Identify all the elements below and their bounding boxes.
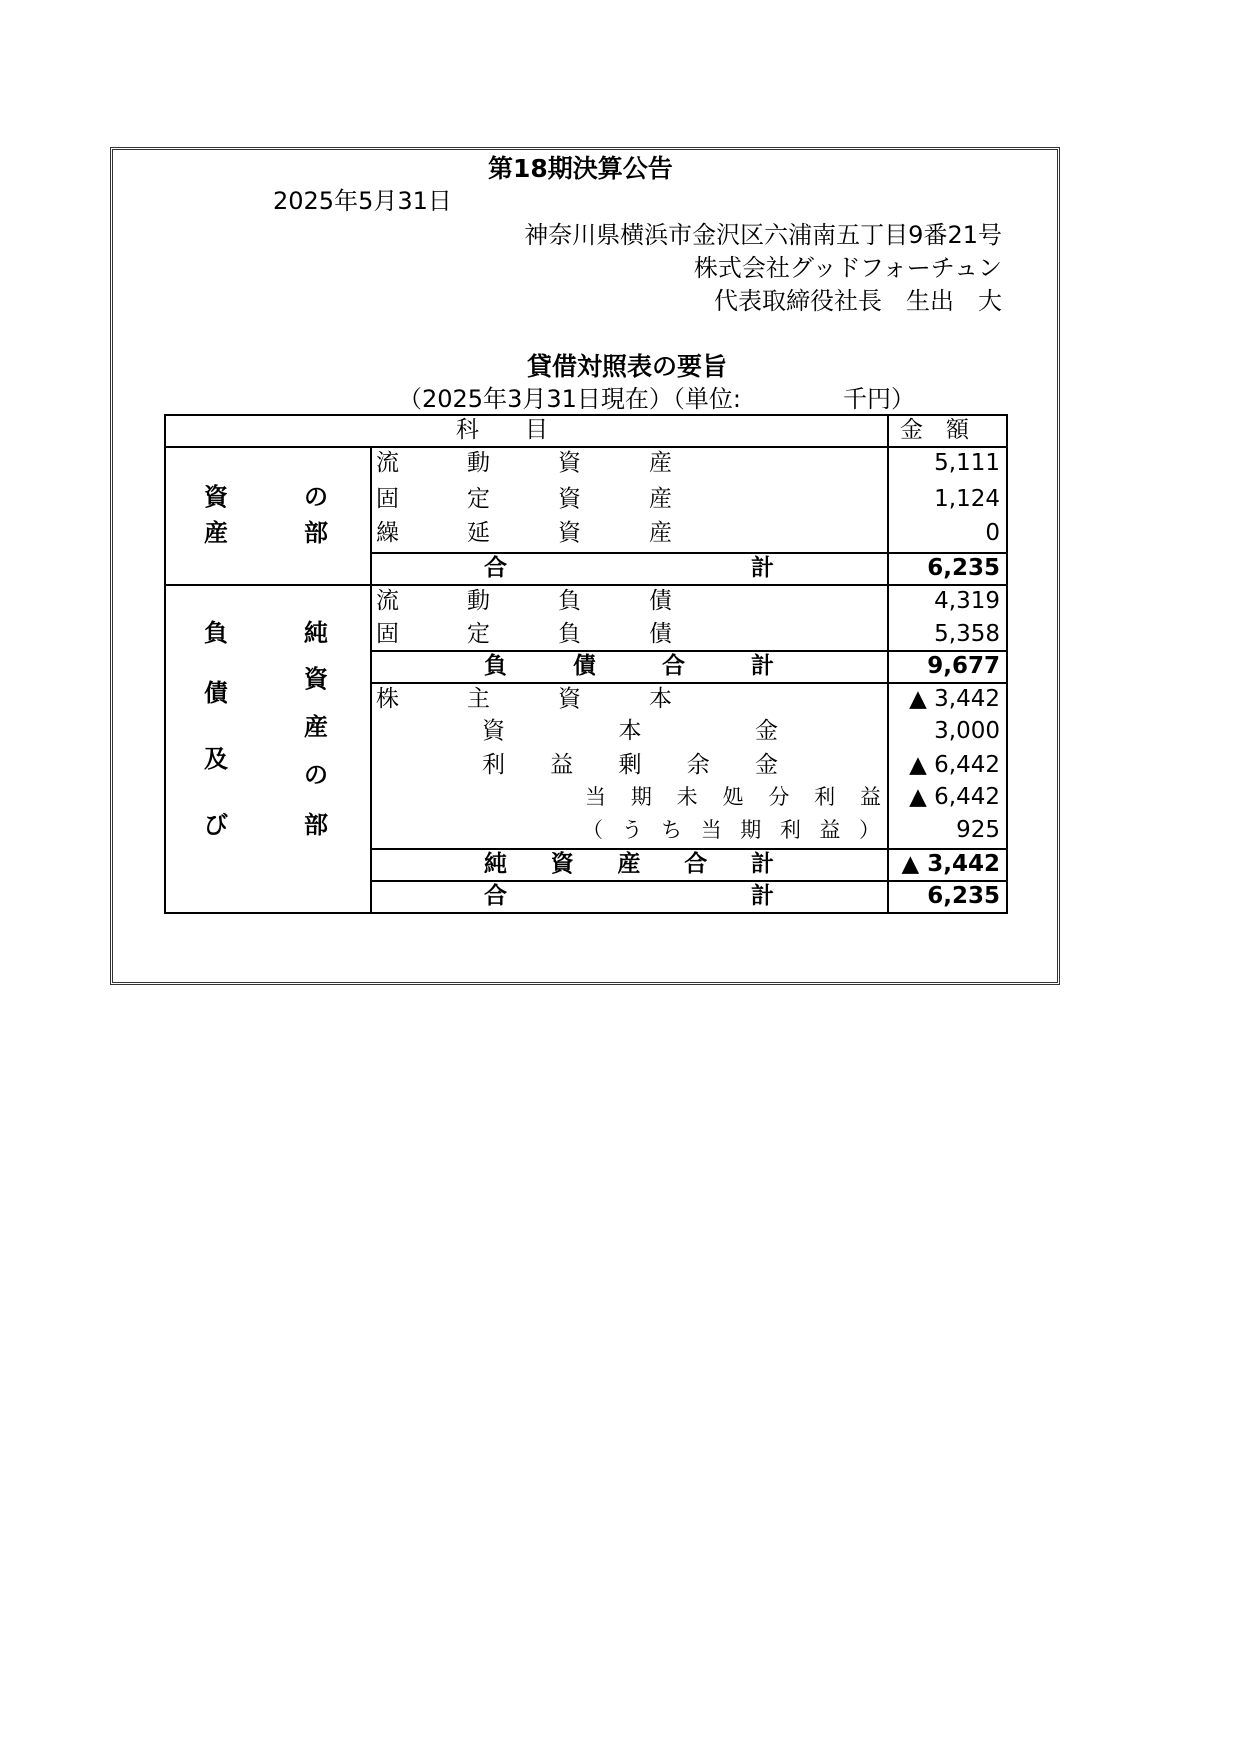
net-assets-total-value: ▲ 3,442 [901,851,1000,877]
liabilities-total-label: 負 債 合 計 [484,653,774,679]
assets-group-label-4: 部 [304,519,328,547]
company-address: 神奈川県横浜市金沢区六浦南五丁目9番21号 [524,221,1002,249]
net-group-label-4: の [304,761,328,789]
net-income-label: （ う ち 当 期 利 益 ） [582,818,880,842]
fixed-liabilities-value: 5,358 [934,621,1000,647]
liab-group-label-2: 債 [204,679,228,707]
current-assets-value: 5,111 [934,450,1000,476]
assets-group-label-2: の [304,483,328,511]
column-header-item [456,415,596,445]
assets-group-label-3: 産 [204,519,228,547]
shareholders-equity-value: ▲ 3,442 [909,686,1000,712]
current-assets-label: 流 動 資 産 [376,450,672,476]
current-liabilities-value: 4,319 [934,588,1000,614]
column-header-item-label: 科 目 [456,417,548,443]
shareholders-equity-label: 株 主 資 本 [376,686,672,712]
unappropriated-profit-value: ▲ 6,442 [909,784,1000,810]
net-group-label-1: 純 [304,619,328,647]
unappropriated-profit-label: 当 期 未 処 分 利 益 [585,785,881,809]
assets-total-value: 6,235 [927,555,1000,581]
assets-group-label-1: 資 [204,483,228,511]
representative: 代表取締役社長 生出 大 [714,287,1002,315]
net-group-label-2: 資 [304,665,328,693]
deferred-assets-value: 0 [985,520,1000,546]
column-header-amount: 金 額 [900,417,969,443]
capital-stock-value: 3,000 [934,718,1000,744]
fixed-assets-label: 固 定 資 産 [376,486,672,512]
grand-total-value: 6,235 [927,883,1000,909]
statement-title: 貸借対照表の要旨 [527,352,728,381]
liab-group-label-1: 負 [204,619,228,647]
statement-as-of: （2025年3月31日現在）（単位: [398,385,741,413]
fixed-assets-value: 1,124 [934,486,1000,512]
retained-earnings-value: ▲ 6,442 [909,752,1000,778]
net-assets-total-label: 純 資 産 合 計 [484,851,774,877]
net-group-label-5: 部 [304,811,328,839]
notice-title: 第18期決算公告 [488,154,673,183]
liab-group-label-3: 及 [204,745,228,773]
fixed-liabilities-label: 固 定 負 債 [376,621,672,647]
deferred-assets-label: 繰 延 資 産 [376,520,672,546]
assets-total-label: 合 計 [484,555,774,581]
net-income-value: 925 [956,817,1000,843]
balance-sheet-table [164,414,1008,914]
liab-group-label-4: び [204,811,228,839]
capital-stock-label: 資 本 金 [482,718,778,744]
net-group-label-3: 産 [304,713,328,741]
retained-earnings-label: 利 益 剰 余 金 [482,752,778,778]
grand-total-label: 合 計 [484,883,774,909]
liabilities-total-value: 9,677 [927,653,1000,679]
company-name: 株式会社グッドフォーチュン [693,254,1002,282]
statement-unit: 千円） [843,385,915,413]
notice-date: 2025年5月31日 [273,187,452,215]
current-liabilities-label: 流 動 負 債 [376,588,672,614]
